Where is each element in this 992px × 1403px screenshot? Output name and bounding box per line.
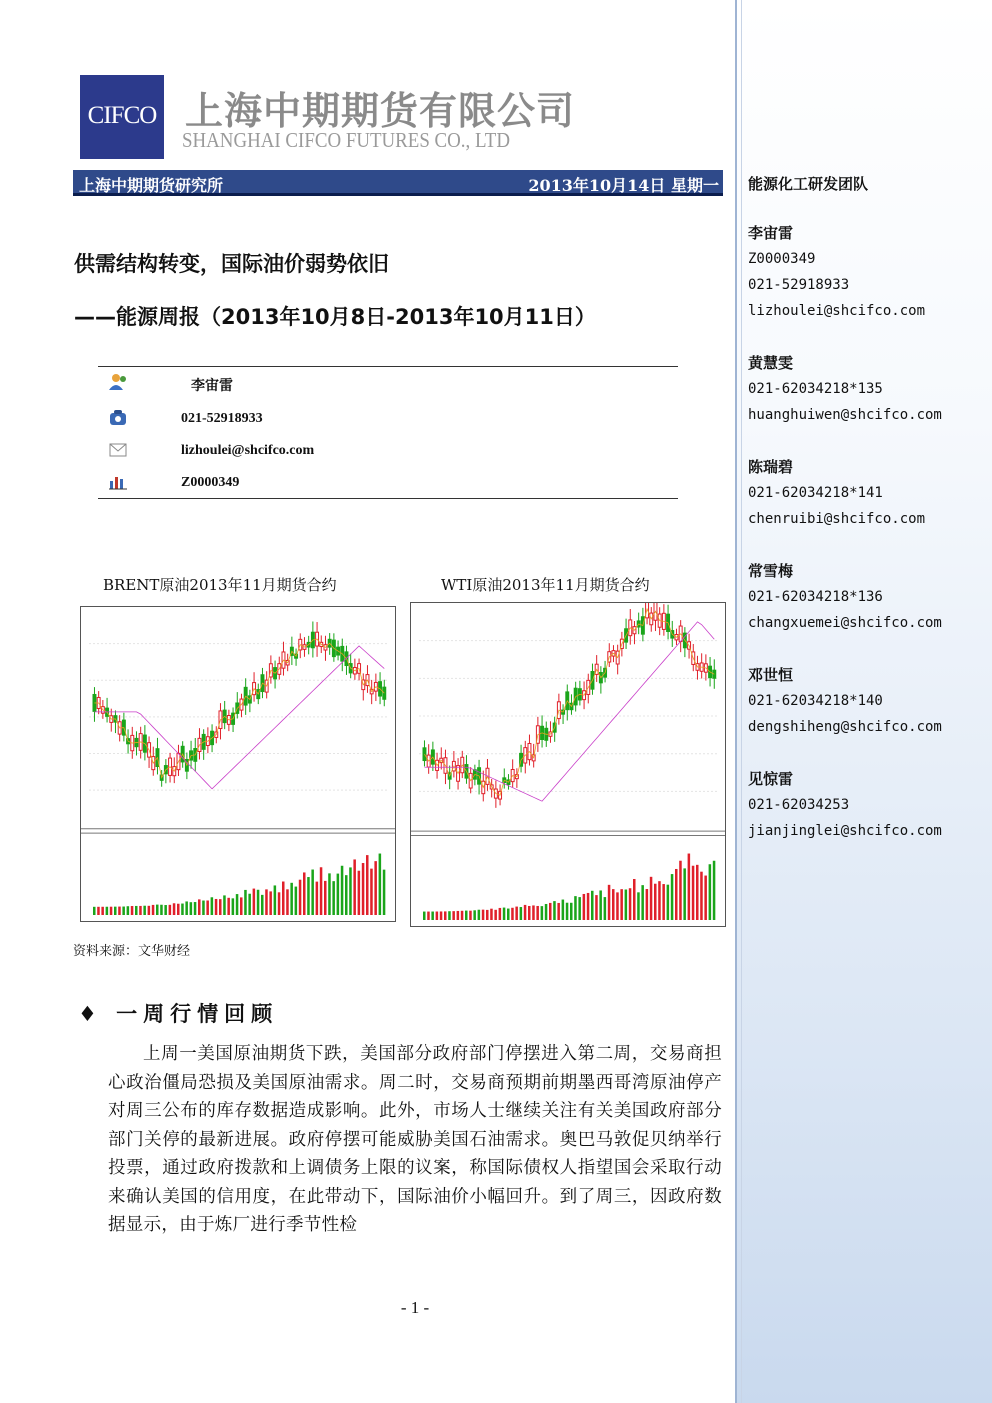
volume-bar (583, 894, 586, 920)
volume-bar (625, 890, 628, 920)
member-card (748, 454, 925, 532)
report-subtitle: ——能源周报（2013年10月8日-2013年10月11日） (74, 305, 596, 329)
volume-bar (311, 870, 314, 915)
volume-bar (185, 901, 188, 915)
volume-bar (595, 895, 598, 920)
volume-bar (675, 869, 678, 920)
section-paragraph: 上周一美国原油期货下跌，美国部分政府部门停摆进入第二周，交易商担心政治僵局恐损及美国原油需求。周二时，交易商预期前期墨西哥湾原油停产对周三公布的库存数据造成影响。此外，市场人士继续关注有关美国政府部分部门关停的最新进展。政府停摆可能威胁美国石油需求。奥巴马敦促贝纳举行投票，通过政府拨款和上调债务上限的议案，称国际债权人指望国会采取行动来确认美国的信用度，在此带动下，国际油价小幅回升。到了周三，因政府数据显示，由于炼厂进行季节性检 (108, 1044, 722, 1235)
volume-bar (536, 906, 539, 920)
volume-bar (362, 863, 365, 915)
volume-bar (290, 883, 293, 915)
volume-bar (282, 882, 285, 915)
brent-futures-chart (80, 606, 396, 922)
volume-bar (545, 904, 548, 920)
member-phone: 021-62034218*135 (748, 381, 883, 397)
volume-bar (198, 899, 201, 915)
volume-bar (713, 861, 716, 920)
volume-bar (295, 887, 298, 915)
volume-bar (374, 861, 377, 915)
volume-bar (101, 907, 104, 915)
volume-bar (671, 874, 674, 920)
volume-bar (587, 893, 590, 920)
volume-bar (366, 855, 369, 915)
member-card (748, 350, 942, 428)
volume-bar (169, 905, 172, 915)
volume-bar (473, 910, 476, 920)
volume-bar (511, 908, 514, 920)
volume-bar (261, 895, 264, 915)
author-phone: 021-52918933 (181, 411, 263, 426)
member-name: 见惊雷 (748, 770, 794, 788)
team-title: 能源化工研发团队 (748, 175, 869, 193)
volume-bar (574, 896, 577, 920)
member-email[interactable]: lizhoulei@shcifco.com (748, 303, 926, 319)
volume-bar (620, 889, 623, 920)
volume-bar (299, 880, 302, 915)
member-cert: Z0000349 (748, 251, 816, 267)
volume-bar (528, 906, 531, 920)
volume-bar (316, 882, 319, 915)
volume-bar (650, 877, 653, 920)
volume-bar (444, 911, 447, 920)
volume-bar (370, 869, 373, 915)
volume-bar (616, 892, 619, 920)
member-phone: 021-62034218*141 (748, 485, 883, 501)
volume-bar (324, 881, 327, 915)
volume-bar (553, 901, 556, 920)
volume-bar (269, 891, 272, 915)
volume-bar (637, 892, 640, 920)
volume-bar (97, 907, 100, 915)
author-email[interactable]: lizhoulei@shcifco.com (181, 443, 315, 458)
volume-bar (549, 903, 552, 920)
volume-bar (307, 877, 310, 915)
volume-bar (662, 884, 665, 920)
diamond-bullet-icon: ♦ (78, 1002, 117, 1026)
volume-bar (654, 884, 657, 920)
volume-bar (486, 910, 489, 920)
volume-bar (683, 868, 686, 920)
volume-bar (641, 885, 644, 920)
logo-mark: CIFCO (87, 102, 157, 129)
wti-futures-chart (410, 602, 726, 927)
volume-bar (578, 897, 581, 920)
volume-bar (156, 905, 159, 915)
volume-bar (190, 902, 193, 915)
volume-bar (232, 898, 235, 915)
volume-bar (278, 892, 281, 915)
chart-icon (108, 473, 128, 491)
volume-bar (490, 909, 493, 920)
volume-bar (696, 865, 699, 920)
institute-name: 上海中期期货研究所 (79, 176, 224, 195)
member-name: 黄慧雯 (748, 354, 794, 372)
volume-bar (122, 907, 125, 915)
volume-bar (688, 854, 691, 920)
volume-bar (337, 874, 340, 915)
member-name: 邓世恒 (748, 666, 794, 684)
volume-bar (341, 866, 344, 915)
member-name: 李宙雷 (748, 224, 794, 242)
volume-bar (118, 907, 121, 915)
volume-bar (202, 901, 205, 915)
volume-bar (469, 911, 472, 920)
volume-bar (612, 889, 615, 920)
volume-bar (658, 881, 661, 920)
volume-bar (206, 900, 209, 915)
page-number: - 1 - (400, 1298, 430, 1317)
volume-bar (227, 898, 230, 915)
volume-bar (93, 907, 96, 915)
volume-bar (604, 897, 607, 920)
member-card (748, 558, 942, 636)
volume-bar (223, 895, 226, 915)
member-email[interactable]: dengshiheng@shcifco.com (748, 719, 942, 735)
volume-bar (211, 897, 214, 915)
volume-bar (219, 899, 222, 915)
company-name-cn: 上海中期期货有限公司 (185, 89, 576, 133)
member-email[interactable]: chenruibi@shcifco.com (748, 511, 926, 527)
volume-bar (646, 889, 649, 920)
member-email[interactable]: jianjinglei@shcifco.com (748, 823, 942, 839)
volume-bar (114, 907, 117, 915)
volume-bar (194, 902, 197, 915)
volume-bar (320, 867, 323, 915)
volume-bar (541, 906, 544, 920)
volume-bar (349, 867, 352, 915)
volume-bar (379, 854, 382, 915)
volume-bar (303, 872, 306, 915)
volume-bar (566, 903, 569, 920)
member-name: 常雪梅 (748, 562, 794, 580)
volume-bar (423, 912, 426, 920)
volume-bar (332, 881, 335, 915)
member-card (748, 220, 925, 324)
volume-bar (524, 905, 527, 920)
member-card (748, 662, 942, 740)
volume-bar (244, 890, 247, 915)
volume-bar (482, 910, 485, 920)
volume-bar (143, 906, 146, 915)
volume-bar (215, 899, 218, 915)
volume-bar (257, 890, 260, 915)
header-bar (73, 170, 723, 196)
volume-bar (358, 871, 361, 915)
volume-bar (274, 885, 277, 915)
company-name-en: SHANGHAI CIFCO FUTURES CO., LTD (182, 128, 510, 152)
volume-bar (679, 861, 682, 920)
volume-bar (704, 876, 707, 920)
volume-bar (427, 912, 430, 920)
volume-bar (236, 894, 239, 915)
section-title-text: 一周行情回顾 (116, 1002, 279, 1026)
volume-bar (700, 872, 703, 920)
volume-bar (152, 905, 155, 915)
member-phone: 021-62034253 (748, 797, 850, 813)
volume-bar (557, 903, 560, 920)
member-phone: 021-62034218*140 (748, 693, 883, 709)
volume-bar (253, 889, 256, 915)
volume-bar (345, 875, 348, 915)
phone-icon (108, 409, 128, 427)
volume-bar (181, 904, 184, 915)
volume-bar (507, 909, 510, 920)
volume-bar (131, 906, 134, 915)
report-title: 供需结构转变，国际油价弱势依旧 (74, 252, 389, 276)
source-note: 资料来源：文华财经 (73, 944, 191, 959)
volume-bar (286, 889, 289, 915)
member-email[interactable]: huanghuiwen@shcifco.com (748, 407, 942, 423)
volume-bar (520, 907, 523, 920)
volume-bar (562, 900, 565, 920)
volume-bar (608, 885, 611, 920)
author-cert: Z0000349 (181, 475, 240, 490)
volume-bar (106, 907, 109, 915)
volume-bar (173, 903, 176, 915)
volume-bar (440, 911, 443, 920)
volume-bar (692, 866, 695, 920)
volume-bar (448, 911, 451, 920)
volume-bar (494, 910, 497, 920)
member-phone: 021-52918933 (748, 277, 850, 293)
volume-bar (667, 885, 670, 920)
author-block (98, 366, 678, 499)
volume-bar (248, 894, 251, 915)
volume-bar (383, 870, 386, 915)
author-name: 李宙雷 (191, 379, 233, 394)
volume-bar (177, 904, 180, 915)
volume-bar (328, 873, 331, 915)
volume-bar (709, 864, 712, 920)
company-logo (80, 75, 164, 159)
volume-bar (436, 912, 439, 920)
volume-bar (457, 911, 460, 920)
brent-chart-caption: BRENT原油2013年11月期货合约 (103, 576, 337, 594)
volume-bar (515, 907, 518, 920)
volume-bar (591, 891, 594, 920)
volume-bar (532, 905, 535, 920)
mail-icon (108, 441, 128, 459)
volume-bar (110, 907, 113, 915)
volume-bar (599, 890, 602, 920)
volume-bar (465, 911, 468, 920)
member-phone: 021-62034218*136 (748, 589, 883, 605)
person-icon (108, 373, 128, 391)
volume-bar (452, 911, 455, 920)
member-card (748, 766, 942, 844)
volume-bar (629, 888, 632, 920)
volume-bar (265, 889, 268, 915)
member-email[interactable]: changxuemei@shcifco.com (748, 615, 942, 631)
volume-bar (127, 906, 130, 915)
volume-bar (633, 879, 636, 920)
volume-bar (461, 911, 464, 920)
volume-bar (135, 906, 138, 915)
volume-bar (499, 908, 502, 920)
wti-chart-caption: WTI原油2013年11月期货合约 (441, 576, 650, 594)
member-name: 陈瑞碧 (748, 458, 794, 476)
volume-bar (503, 908, 506, 920)
volume-bar (570, 903, 573, 920)
volume-bar (148, 906, 151, 915)
volume-bar (353, 859, 356, 915)
volume-bar (478, 910, 481, 920)
report-date: 2013年10月14日 星期一 (528, 176, 719, 195)
section-title (78, 998, 278, 1028)
volume-bar (164, 905, 167, 915)
volume-bar (240, 897, 243, 915)
volume-bar (139, 906, 142, 915)
volume-bar (431, 912, 434, 920)
volume-bar (160, 905, 163, 915)
